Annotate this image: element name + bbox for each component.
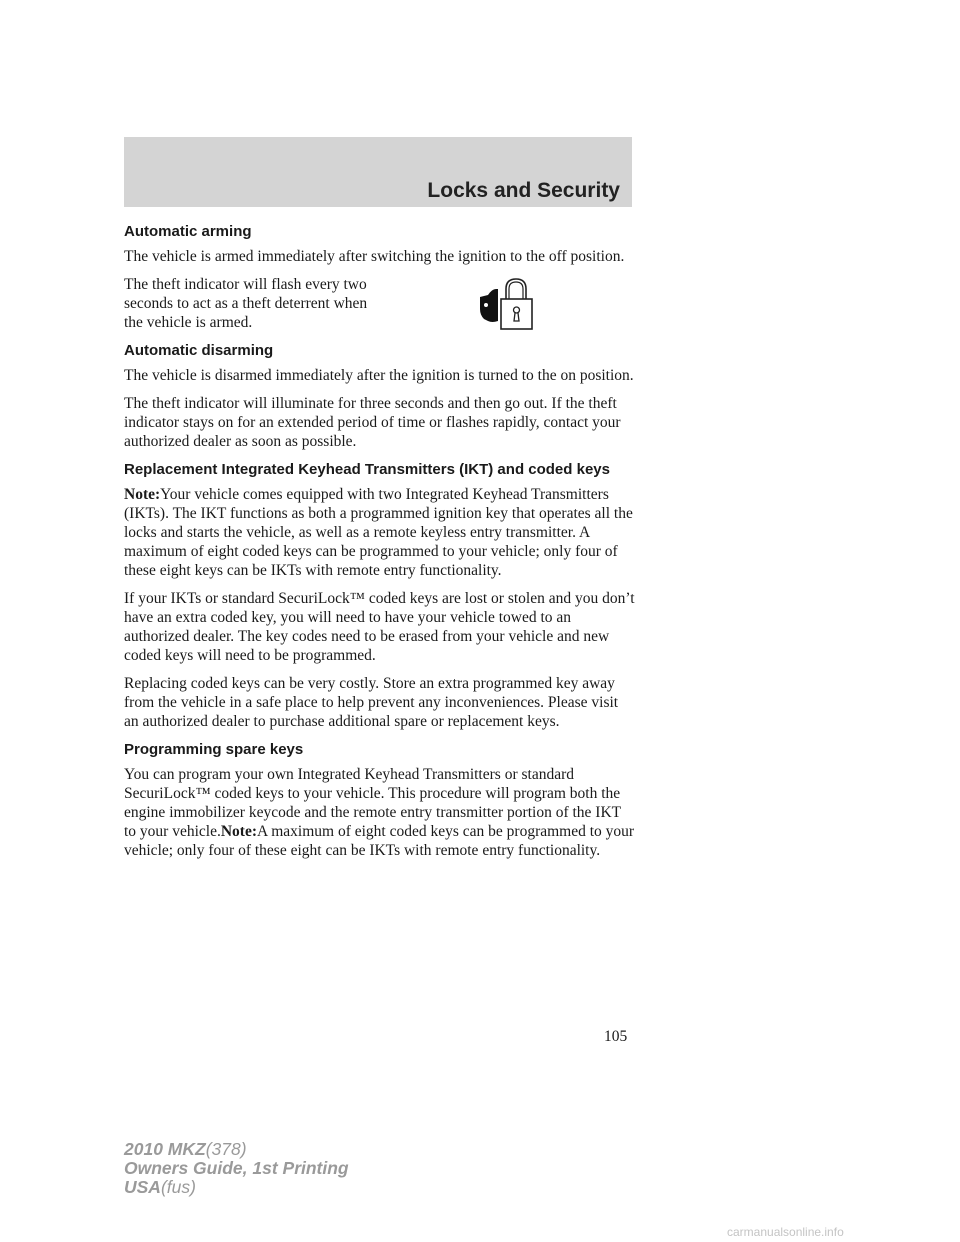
footer-region: USA (124, 1177, 161, 1197)
paragraph: The vehicle is disarmed immediately after the ignition is turned to the on position. (124, 367, 634, 384)
heading-programming-spare-keys: Programming spare keys (124, 741, 304, 758)
footer-line-2 (124, 1159, 349, 1178)
footer-region-code: (fus) (160, 1177, 196, 1197)
theft-indicator-icon (478, 275, 536, 333)
paragraph: The theft indicator will flash every two seconds to act as a theft deterrent when the vehicle is armed. (124, 276, 368, 331)
footer-code: (378) (205, 1139, 247, 1159)
footer-model: 2010 MKZ (124, 1139, 206, 1159)
paragraph-text: You can program your own Integrated Keyhead Transmitters or standard SecuriLock™ coded keys to your vehicle. This procedure will program both the engine immobilizer keycode and the remote entry transmitter portion of the IKT to your vehicle. (124, 766, 621, 840)
note-label: Note: (124, 486, 161, 503)
note-text: A maximum of eight coded keys can be programmed to your vehicle; only four of these eight can be IKTs with remote entry functionality. (124, 823, 635, 859)
paragraph: If your IKTs or standard SecuriLock™ coded keys are lost or stolen and you don’t have an extra coded key, you will need to have your vehicle towed to an authorized dealer. The key codes need to be erased from your vehicle and new coded keys will need to be programmed. (124, 590, 635, 664)
footer-line-3 (124, 1178, 349, 1197)
footer-edition: Owners Guide, 1st Printing (124, 1158, 349, 1178)
page-content (124, 222, 636, 869)
header-band (124, 137, 632, 207)
watermark: carmanualsonline.info (727, 1225, 844, 1239)
note-label: Note: (220, 823, 258, 840)
page-number: 105 (604, 1028, 628, 1045)
paragraph: The vehicle is armed immediately after switching the ignition to the off position. (124, 248, 625, 265)
paragraph: The theft indicator will illuminate for three seconds and then go out. If the theft indicator stays on for an extended period of time or flashes rapidly, contact your authorized dealer as soon as possible. (124, 395, 621, 450)
footer-line-1 (124, 1140, 349, 1159)
print-footer (124, 1140, 349, 1197)
heading-automatic-disarming: Automatic disarming (124, 342, 274, 359)
paragraph: Replacing coded keys can be very costly. Store an extra programmed key away from the vehicle in a safe place to help prevent any inconveniences. Please visit an authorized dealer to purchase additional spare or replacement keys. (124, 675, 619, 730)
note-paragraph (124, 765, 636, 860)
note-text: Your vehicle comes equipped with two Integrated Keyhead Transmitters (IKTs). The IKT functions as both a programmed ignition key that operates all the locks and starts the vehicle, as well as a remote keyless entry transmitter. A maximum of eight coded keys can be programmed to your vehicle; only four of these eight keys can be IKTs with remote entry functionality. (124, 486, 633, 579)
theft-indicator-block (124, 275, 636, 332)
note-paragraph (124, 485, 636, 580)
heading-replacement-ikt: Replacement Integrated Keyhead Transmitters (IKT) and coded keys (124, 461, 610, 478)
section-title: Locks and Security (427, 179, 620, 202)
heading-automatic-arming: Automatic arming (124, 223, 252, 240)
